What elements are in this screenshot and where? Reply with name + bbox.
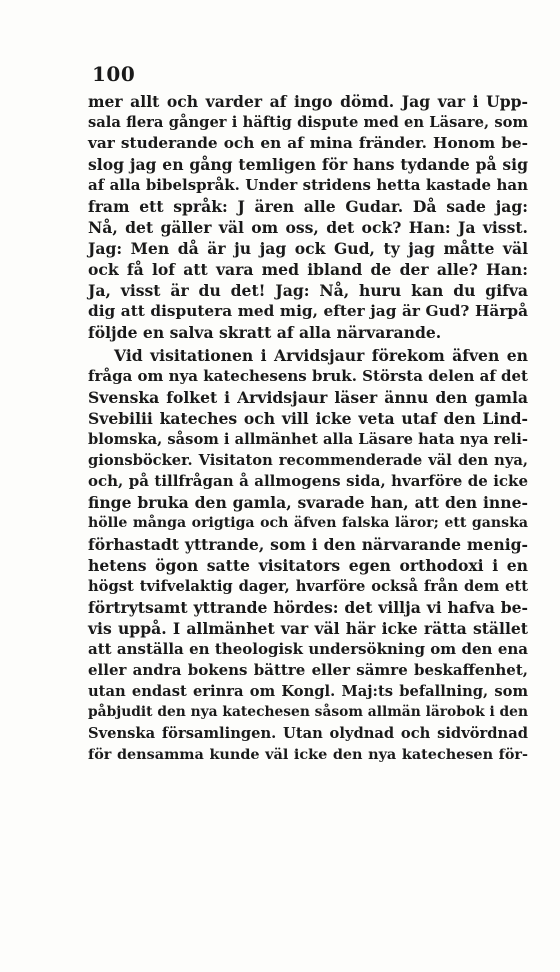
body-text [88,91,528,765]
text-line: hölle många origtiga och äfven falska läror; ett ganska [88,515,528,531]
text-line: hetens ögon satte visitators egen orthodoxi i en [88,556,528,575]
text-line: följde en salva skratt af alla närvarande. [88,323,442,342]
text-line: slog jag en gång temligen för hans tydande på sig [88,155,528,174]
text-line: förhastadt yttrande, som i den närvarande menig- [88,535,528,554]
text-line: fram ett språk: J ären alle Gudar. Då sade jag: [88,197,528,216]
text-line: högst tvifvelaktig dager, hvarföre också från dem ett [88,578,528,595]
text-line: Svenska församlingen. Utan olydnad och sidvördnad [88,725,528,742]
text-line: förtrytsamt yttrande hördes: det villja vi hafva be- [88,598,528,617]
text-line: blomska, såsom i allmänhet alla Läsare hata nya reli- [88,431,528,448]
page-number: 100 [92,62,136,86]
text-line: och, på tillfrågan å allmogens sida, hvarföre de icke [88,472,528,490]
text-line: af alla bibelspråk. Under stridens hetta kastade han [88,176,528,194]
text-line: var studerande och en af mina fränder. Honom be- [88,134,528,152]
text-line: gionsböcker. Visitaton recommenderade väl den nya, [88,452,528,469]
text-line: Svebilii kateches och vill icke veta utaf den Lind- [88,409,528,428]
text-line: fråga om nya katechesens bruk. Största delen af det [88,367,528,385]
text-line: eller andra bokens bättre eller sämre beskaffenhet, [88,661,528,679]
text-line: finge bruka den gamla, svarade han, att den inne- [88,493,528,512]
text-line: att anställa en theologisk undersökning om den ena [88,640,528,658]
text-line: Vid visitationen i Arvidsjaur förekom äfven en [114,346,528,365]
text-line: Nå, det gäller väl om oss, det ock? Han: Ja visst. [88,218,528,237]
text-line: dig att disputera med mig, efter jag är Gud? Härpå [88,302,528,320]
text-line: Svenska folket i Arvidsjaur läser ännu den gamla [88,388,528,407]
text-line: Jag: Men då är ju jag ock Gud, ty jag måtte väl [88,239,528,258]
text-line: ock få lof att vara med ibland de der alle? Han: [88,260,528,279]
text-line: mer allt och varder af ingo dömd. Jag var i Upp- [88,92,528,111]
text-line: utan endast erinra om Kongl. Maj:ts befallning, som [88,683,528,700]
text-line: vis uppå. I allmänhet var väl här icke rätta stället [88,619,528,638]
text-line: påbjudit den nya katechesen såsom allmän lärobok i den [88,704,528,720]
text-line: för densamma kunde väl icke den nya katechesen för- [88,746,528,763]
text-line: Ja, visst är du det! Jag: Nå, huru kan du gifva [88,281,528,300]
text-line: sala flera gånger i häftig dispute med en Läsare, som [88,114,528,131]
